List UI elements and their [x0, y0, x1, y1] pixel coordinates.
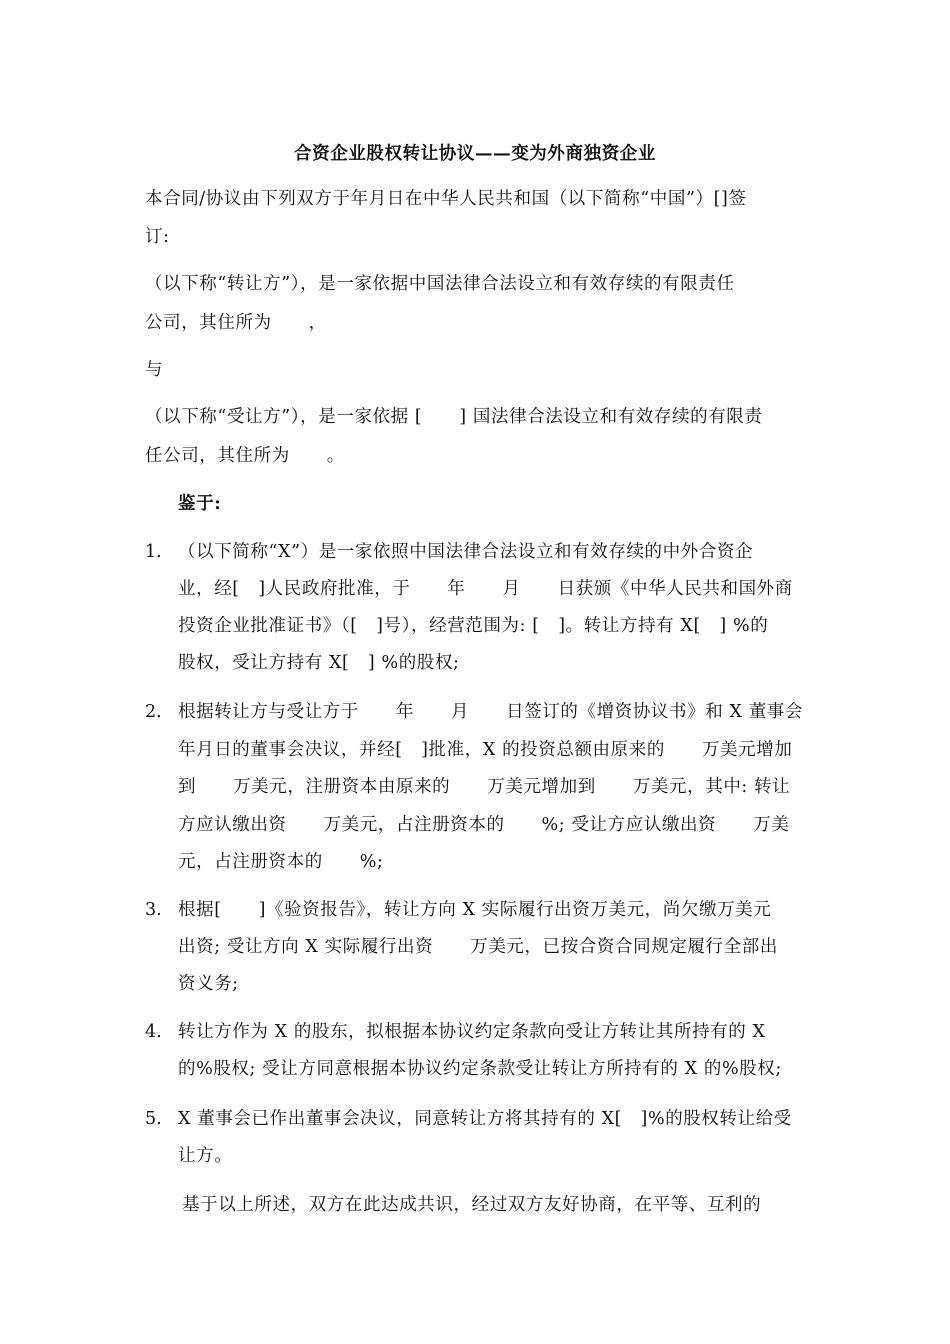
intro-line-2: 订: [145, 227, 170, 247]
recital-2-line-5: 元，占注册资本的 %; [178, 852, 384, 872]
transferor-line-1: （以下称“转让方”），是一家依据中国法律合法设立和有效存续的有限责任 [145, 274, 735, 294]
recital-number: 5. [145, 1109, 162, 1129]
recital-number: 1. [145, 542, 162, 562]
recital-3-line-2: 出资; 受让方向 X 实际履行出资 万美元，已按合资合同规定履行全部出 [178, 937, 778, 957]
recital-2-line-2: 年月日的董事会决议，并经[ ]批准，X 的投资总额由原来的 万美元增加 [178, 740, 793, 760]
recital-1-line-4: 股权，受让方持有 X[ ] %的股权; [178, 653, 460, 673]
and-word: 与 [145, 360, 164, 380]
recital-4-line-1: 转让方作为 X 的股东，拟根据本协议约定条款向受让方转让其所持有的 X [178, 1022, 766, 1042]
recital-3-line-1: 根据[ ]《验资报告》，转让方向 X 实际履行出资万美元，尚欠缴万美元 [178, 900, 772, 920]
recital-5-line-1: X 董事会已作出董事会决议，同意转让方将其持有的 X[ ]%的股权转让给受 [178, 1109, 792, 1129]
recital-1-line-3: 投资企业批准证书》（[ ]号），经营范围为: [ ]。转让方持有 X[ ] %的 [178, 616, 769, 636]
recital-2-line-3: 到 万美元，注册资本由原来的 万美元增加到 万美元，其中: 转让 [178, 777, 791, 797]
intro-line-1: 本合同/协议由下列双方于年月日在中华人民共和国（以下简称“中国”）[]签 [145, 189, 747, 209]
recital-2-line-1: 根据转让方与受让方于 年 月 日签订的《增资协议书》和 X 董事会 [178, 702, 804, 722]
whereas-label: 鉴于: [178, 494, 222, 514]
transferor-line-2: 公司，其住所为 ， [145, 313, 327, 333]
recital-number: 3. [145, 900, 162, 920]
transferee-line-2: 任公司，其住所为 。 [145, 446, 345, 466]
recital-2-line-4: 方应认缴出资 万美元，占注册资本的 %; 受让方应认缴出资 万美 [178, 815, 790, 835]
document-title: 合资企业股权转让协议——变为外商独资企业 [294, 144, 656, 164]
closing-line: 基于以上所述，双方在此达成共识，经过双方友好协商，在平等、互利的 [182, 1195, 762, 1215]
recital-number: 4. [145, 1022, 162, 1042]
recital-1-line-1: （以下简称“X”）是一家依照中国法律合法设立和有效存续的中外合资企 [178, 542, 754, 562]
recital-3-line-3: 资义务; [178, 974, 239, 994]
recital-number: 2. [145, 702, 162, 722]
recital-1-line-2: 业，经[ ]人民政府批准，于 年 月 日获颁《中华人民共和国外商 [178, 579, 793, 599]
recital-5-line-2: 让方。 [178, 1146, 233, 1166]
transferee-line-1: （以下称“受让方”），是一家依据 [ ] 国法律合法设立和有效存续的有限责 [145, 407, 763, 427]
recital-4-line-2: 的%股权; 受让方同意根据本协议约定条款受让转让方所持有的 X 的%股权; [178, 1059, 782, 1079]
